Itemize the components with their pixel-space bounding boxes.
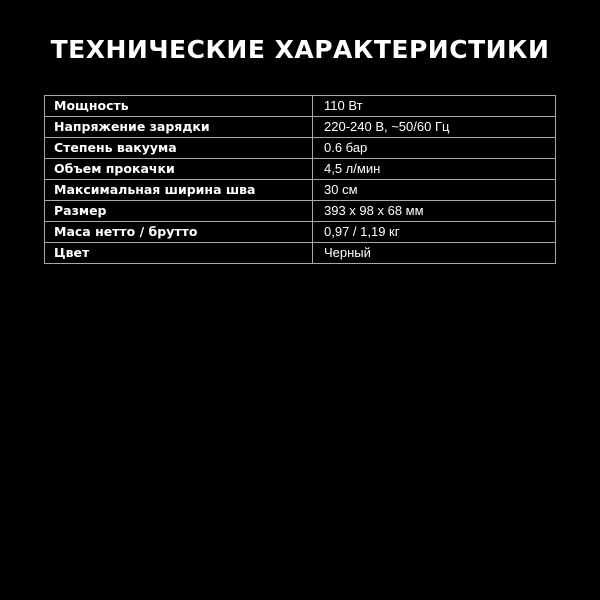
spec-value: 220-240 В, ~50/60 Гц bbox=[313, 117, 556, 138]
spec-value: 4,5 л/мин bbox=[313, 159, 556, 180]
spec-label: Цвет bbox=[45, 243, 313, 264]
table-row bbox=[45, 159, 556, 180]
spec-value: 30 см bbox=[313, 180, 556, 201]
table-row bbox=[45, 201, 556, 222]
spec-value: 0.6 бар bbox=[313, 138, 556, 159]
spec-label: Степень вакуума bbox=[45, 138, 313, 159]
spec-label: Напряжение зарядки bbox=[45, 117, 313, 138]
table-row bbox=[45, 243, 556, 264]
spec-value: Черный bbox=[313, 243, 556, 264]
spec-label: Объем прокачки bbox=[45, 159, 313, 180]
spec-value: 393 х 98 х 68 мм bbox=[313, 201, 556, 222]
spec-value: 0,97 / 1,19 кг bbox=[313, 222, 556, 243]
spec-label: Мощность bbox=[45, 96, 313, 117]
table-row bbox=[45, 222, 556, 243]
spec-label: Маса нетто / брутто bbox=[45, 222, 313, 243]
table-row bbox=[45, 96, 556, 117]
table-row bbox=[45, 117, 556, 138]
spec-value: 110 Вт bbox=[313, 96, 556, 117]
specs-table bbox=[44, 95, 556, 264]
table-row bbox=[45, 180, 556, 201]
table-row bbox=[45, 138, 556, 159]
spec-label: Максимальная ширина шва bbox=[45, 180, 313, 201]
page-title: ТЕХНИЧЕСКИЕ ХАРАКТЕРИСТИКИ bbox=[50, 35, 550, 64]
spec-label: Размер bbox=[45, 201, 313, 222]
